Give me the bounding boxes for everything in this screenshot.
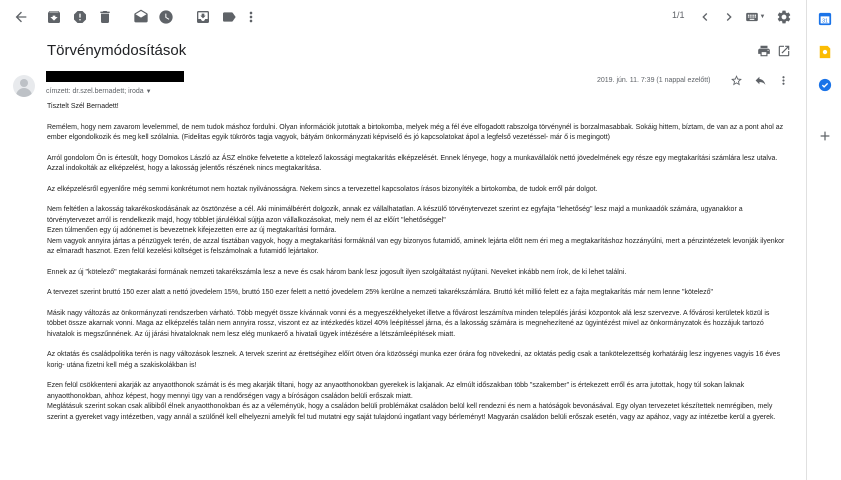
older-chevron-icon[interactable]	[720, 8, 738, 26]
body-paragraph: Meglátásuk szerint sokan csak alibiből élnek anyaotthonokban és az a véleményük, hogy a családon belüli problémákat családon belül kell rendezni és nem a hatóságok bevonásával. Egy olyan tervezetet készítettek nemrégiben, mely szerint a gyereket vagy intézetben, vagy annál a szülőnél kell elhelyezni amelyik fel tud mutatni egy saját tulajdonú ingatlant vagy bérleményt! Magyarán családon belüli erőszak esetén, vagy az apához, vagy az intézetbe kerül a gyerek.	[47, 403, 776, 421]
sender-name-redacted	[46, 71, 184, 82]
body-paragraph: Ezen túlmenően egy új adónemet is bevezetnek kifejezetten erre az új megtakarítási formára.	[47, 227, 337, 234]
body-paragraph: Nem vagyok annyira jártas a pénzügyek terén, de azzal tisztában vagyok, hogy a megtakarítási formáknál van egy bizonyos futamidő, aminek lejárta előtt nem éri meg a megtakarításhoz hozzányúlni, mert a pénzintézetek levonják ilyenkor az elmaradt hasznot. Ezen felül kezelési költséget is felszámolnak a futamidő lejártakor.	[47, 237, 785, 255]
calendar-day: 31	[822, 18, 828, 25]
body-paragraph: Arról gondolom Ön is értesült, hogy Domokos László az ÁSZ elnöke felvetette a kötelező lakossági megtakarítás elképzelését. Ennek lényege, hogy a munkavállalók nettó jövedelmének egy része egy megtakarítási számlára lesz utalva. Azzal indokolták az elképzelést, hogy a lakosság jelentős részének nincs megtakarítása.	[47, 154, 778, 172]
body-paragraph: Remélem, hogy nem zavarom levelemmel, de nem tudok máshoz fordulni. Olyan információk jutottak a birtokomba, melyek még a fél éve elfogadott rabszolga törvénynél is borzalmasabbak. Sokáig hittem, bíztam, de van az a pont ahol az ember elgondolkozik és meg kell szólalnia. (Fidelitas egyik tükrörös tagja vagyok, bátyám önkormányzati képviselő és jó kapcsolatokat ápol a legfelső vezetéssel- már ő is megingott)	[47, 123, 784, 141]
recipient-text: címzett: dr.szel.bernadett; iroda	[46, 88, 144, 95]
keyboard-icon[interactable]	[744, 8, 766, 26]
chevron-down-icon[interactable]: ▼	[145, 89, 152, 95]
body-paragraph: Ezen felül csökkenteni akarják az anyaotthonok számát is és meg akarják tiltani, hogy az anyaotthonokban gyerekek is lakjanak. Az elmúlt időszakban több "szakember" is értekezett erről és arra jutottak, hogy túl sokan laknak anyaotthonokban, ahhoz képest, hogy mennyi ügy van a rendőrségen vagy a bíróságon családon belüli erőszak miatt.	[47, 382, 745, 400]
mark-unread-icon[interactable]	[132, 8, 150, 26]
avatar	[13, 75, 35, 97]
label-icon[interactable]	[220, 8, 238, 26]
calendar-icon[interactable]	[817, 11, 833, 27]
email-subject: Törvénymódosítások	[47, 42, 187, 59]
body-paragraph: Az oktatás és családpolitika terén is nagy változások lesznek. A tervek szerint az érettségihez előírt ötven óra közösségi munka ezer órára fog növekedni, az oktatás pedig csak a tankötelezettség korhatáráig lesz ingyenes vagyis 16 éves korig- utána fizetni kell még a szakiskolákban is!	[47, 351, 781, 369]
message-datetime: 2019. jún. 11. 7:39 (1 nappal ezelőtt)	[597, 77, 711, 84]
body-paragraph: Az elképzelésről egyenlőre még semmi konkrétumot nem hoztak nyilvánosságra. Nekem sincs a tervezettel kapcsolatos írásos bizonyíték a birtokomba, de tudok erről pár dolgot.	[47, 185, 598, 193]
open-new-window-icon[interactable]	[777, 44, 791, 58]
reply-icon[interactable]	[754, 74, 768, 88]
delete-icon[interactable]	[96, 8, 114, 26]
move-to-icon[interactable]	[194, 8, 212, 26]
recipient-line[interactable]	[46, 88, 152, 95]
chevron-down-icon: ▼	[759, 14, 766, 20]
more-vert-icon[interactable]	[242, 8, 260, 26]
body-paragraph: Tisztelt Szél Bernadett!	[47, 103, 119, 110]
add-icon[interactable]	[817, 128, 833, 144]
report-spam-icon[interactable]	[71, 8, 89, 26]
archive-icon[interactable]	[45, 8, 63, 26]
newer-chevron-icon[interactable]	[696, 8, 714, 26]
side-panel	[806, 0, 841, 480]
body-paragraph: Ennek az új "kötelező" megtakarási formának nemzeti takarékszámla lesz a neve és csak három bank lesz jogosult ilyen szolgáltatást nyújtani. Neveket inkább nem írok, de ki lehet találni.	[47, 268, 627, 276]
keep-icon[interactable]	[817, 44, 833, 60]
email-body	[47, 102, 787, 423]
body-paragraph: A tervezet szerint bruttó 150 ezer alatt a nettó jövedelem 15%, bruttó 150 ezer felett a nettó jövedelem 25% kerülne a nemzeti takarékszámlára. Bruttó két millió felett ez a fajta megtakarítás már nem lenne "kötelező"	[47, 289, 714, 296]
body-paragraph: Másik nagy változás az önkormányzati rendszerben várható. Több megyét össze kívánnak vonni és a megyeszékhelyeket illetve a fővárost leszámítva minden település járási központok alá lesz szervezve. A fővárosi kerületek közül is többet össze akarnak vonni. Maga az elképzelés talán nem annyira rossz, viszont ez az intézkedés közel 40% leépítéssel járna, és a lakosság számára is megnehezítené az ügyintézést mivel az önkormányzatok és hozzájuk tartozó hivatalok is megszűnnének. Az új járási hivataloknak nem lesz elég munkaerő a hivatali ügyek intézésére a létszámleépítések miatt.	[47, 309, 770, 338]
gear-icon[interactable]	[775, 8, 793, 26]
page-count: 1/1	[672, 10, 685, 20]
print-icon[interactable]	[757, 44, 771, 58]
more-vert-icon[interactable]	[777, 74, 791, 88]
tasks-icon[interactable]	[817, 77, 833, 93]
body-paragraph: Nem feltétlen a lakosság takarékoskodásának az ösztönzése a cél. Aki minimálbérért dolgozik, annak ez vállalhatatlan. A készülő törvénytervezet szerint ez egyfajta "lehetőség" lesz majd a munkaadók számára, ugyanakkor a törvénytervezet arról is rendelkezik majd, hogy többlet járulékkal sújtja azon vállalkozásokat, mely nem él az előírt "lehetőséggel"	[47, 206, 743, 224]
star-icon[interactable]	[730, 74, 744, 88]
snooze-icon[interactable]	[157, 8, 175, 26]
back-icon[interactable]	[12, 8, 30, 26]
message-toolbar	[0, 0, 806, 34]
